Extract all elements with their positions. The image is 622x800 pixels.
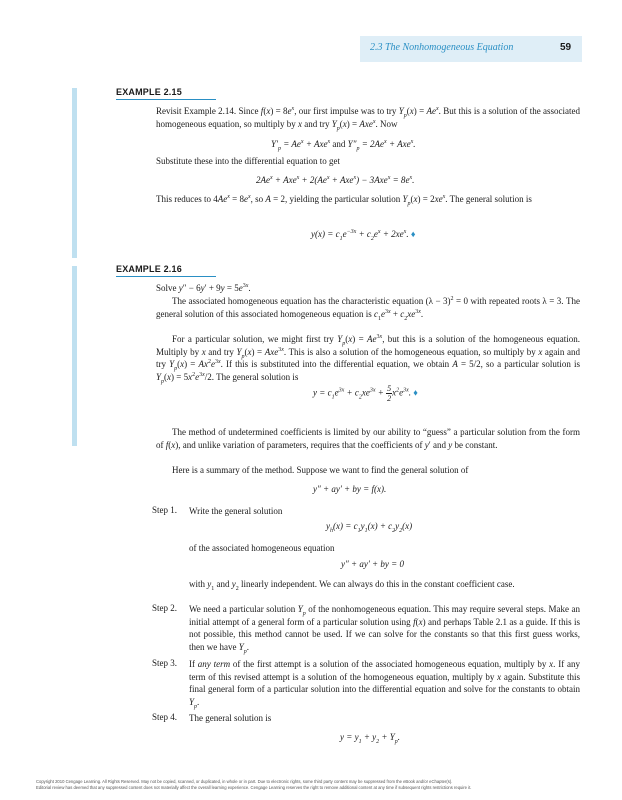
general-solution-sum: $y = y_1 + y_2 + Y_p$. — [340, 732, 400, 745]
method-limitation-paragraph: The method of undetermined coefficients is limited by our ability to “guess” a particular solution from the form of f(x), and unlike variation of parameters, requires that the coefficients of y′ and y be constant. — [156, 427, 580, 450]
step-3-label: Step 3. — [152, 658, 178, 668]
example-2-16-heading: EXAMPLE 2.16 — [116, 264, 182, 274]
example-2-15-substitute: Substitute these into the differential equation to get — [156, 156, 341, 166]
step-1-text: Write the general solution — [189, 506, 283, 516]
example-2-16-rule — [116, 276, 216, 277]
end-of-example-diamond-icon: ♦ — [413, 387, 418, 398]
step-4-text: The general solution is — [189, 713, 272, 723]
step-4-label: Step 4. — [152, 712, 178, 722]
example-2-15-sidebar — [72, 88, 77, 258]
end-of-example-diamond-icon: ♦ — [410, 229, 416, 239]
example-2-15-general-solution: $y(x) = c_1e^{-3x} + c_2e^x + 2xe^x$. ♦ — [311, 229, 416, 242]
copyright-line-1: Copyright 2010 Cengage Learning. All Rights Reserved. May not be copied, scanned, or duplicated, in whole or in part. Due to electronic rights, some third party content may be suppressed from the eBook and/or eChapter(s). — [36, 779, 453, 784]
example-2-15-reduction: This reduces to $4Ae^x = 8e^x$, so A = 2, yielding the particular solution $Y_p(x) = 2xe^x$. The general solution is — [156, 194, 532, 207]
step-2-label: Step 2. — [152, 603, 178, 613]
example-2-15-derivatives: $Y'_p = Ae^x + Axe^x$ and $Y''_p = 2Ae^x + Axe^x$. — [271, 139, 416, 152]
example-2-16-problem: Solve $y'' - 6y' + 9y = 5e^{3x}$. — [156, 283, 251, 293]
homogeneous-equation: y″ + ay′ + by = 0 — [341, 559, 404, 569]
step-1-label: Step 1. — [152, 505, 178, 515]
example-2-16-sidebar — [72, 266, 77, 446]
step-1-independence: with $y_1$ and $y_2$ linearly independent. We can always do this in the constant coefficient case. — [189, 579, 515, 592]
example-2-15-rule — [116, 99, 216, 100]
example-2-16-general-solution: $y = c_1e^{3x} + c_2xe^{3x}$ + $\frac{5}{2}$ $x^2e^{3x}$. ♦ — [313, 384, 418, 403]
nonhomogeneous-equation: y″ + ay′ + by = f(x). — [313, 484, 387, 494]
step-3-text: If any term of the first attempt is a solution of the associated homogeneous equation, multiply by x. If any term of this revised attempt is a solution of the homogeneous equation, multiply by x again. Substitute this final general form of a particular solution into the differential equation and solve for the constants to obtain $Y_p$. — [189, 659, 580, 710]
example-2-15-substituted-equation: $2Ae^x + Axe^x + 2(Ae^x + Axe^x) - 3Axe^x = 8e^x$. — [256, 175, 415, 185]
homogeneous-general-solution: $y_h(x) = c_1y_1(x) + c_2y_2(x)$ — [326, 521, 413, 534]
copyright-footer — [36, 779, 596, 791]
example-2-15-intro: Revisit Example 2.14. Since $f(x) = 8e^x$, our first impulse was to try $Y_p(x) = Ae^x$. But this is a solution of the associated homogeneous equation, so multiply by x and try $Y_p(x) = Axe^x$. Now — [156, 106, 580, 132]
step-2-text: We need a particular solution $Y_p$ of the nonhomogeneous equation. This may require several steps. Make an initial attempt of a general form of a particular solution using f(x) and perhaps Table 2.1 as a guide. If this is not possible, this method cannot be used. If we can solve for the constants so that this first guess works, then we have $Y_p$. — [189, 604, 580, 655]
example-2-16-particular: For a particular solution, we might first try $Y_p(x) = Ae^{3x}$, but this is a solution of the homogeneous equation. Multiply by x and try $Y_p(x) = Axe^{3x}$. This is also a solution of the homogeneous equation, so multiply by x again and try $Y_p(x) = Ax^2e^{3x}$. If this is substituted into the differential equation, we obtain A = 5/2, so a particular solution is $Y_p(x) = 5x^2e^{3x}/2$. The general solution is — [156, 334, 581, 385]
example-2-16-characteristic: The associated homogeneous equation has the characteristic equation $(\lambda - 3)^2 = 0$ with repeated roots λ = 3. The general solution of this associated homogeneous equation is $c_1e^{3x} + c_2xe^{3x}$. — [156, 296, 581, 322]
step-1-of-assoc: of the associated homogeneous equation — [189, 543, 335, 553]
copyright-line-2: Editorial review has deemed that any suppressed content does not materially affect the overall learning experience. Cengage Learning reserves the right to remove additional content at any time if subsequent rights restrictions require it. — [36, 785, 472, 790]
five-halves-fraction: $\frac{5}{2}$ — [387, 384, 392, 403]
example-2-15-heading: EXAMPLE 2.15 — [116, 87, 182, 97]
running-header-title: 2.3 The Nonhomogeneous Equation — [370, 42, 514, 53]
page-number: 59 — [560, 42, 572, 53]
method-summary-intro: Here is a summary of the method. Suppose we want to find the general solution of — [172, 465, 469, 475]
